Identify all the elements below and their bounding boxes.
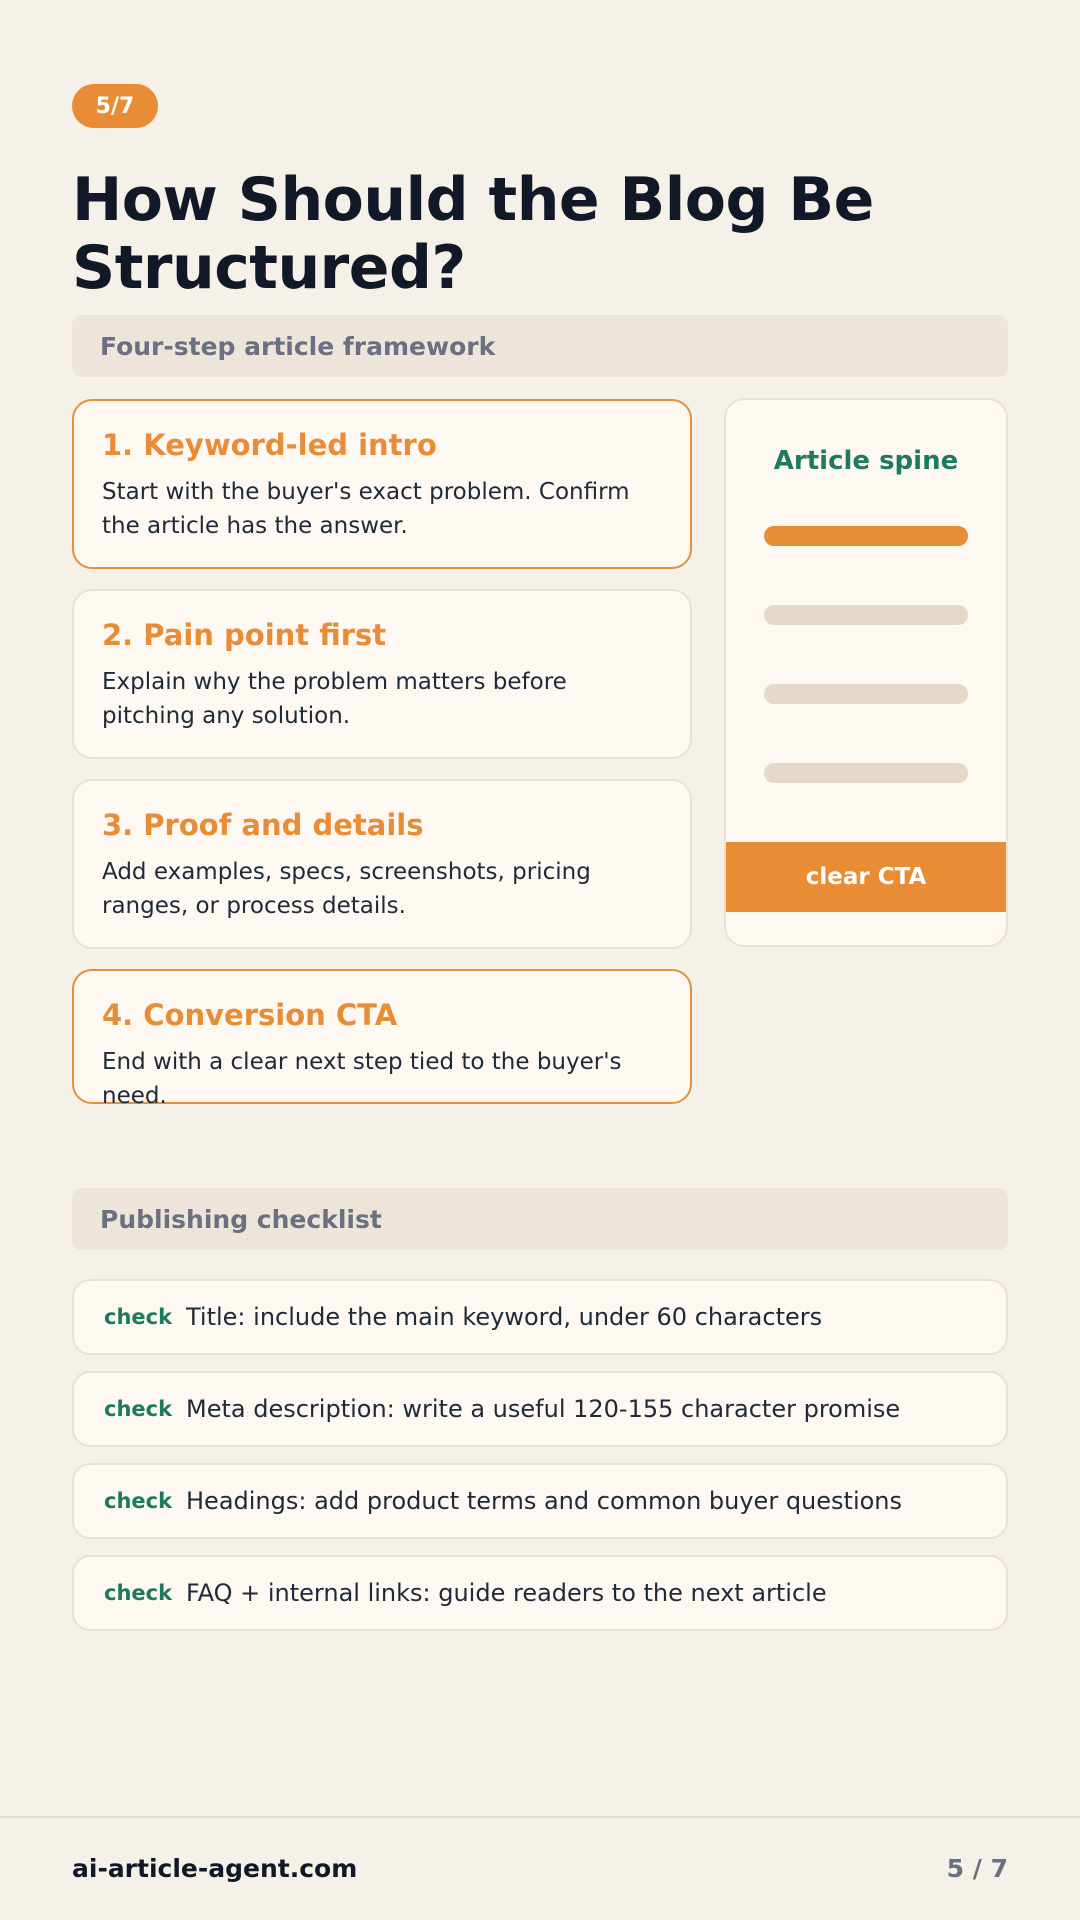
check-label: check [104,1397,173,1421]
checklist-heading: Publishing checklist [72,1188,1008,1250]
step-description: Explain why the problem matters before pitching any solution. [102,669,567,729]
step-description: Start with the buyer's exact problem. Confirm the article has the answer. [102,479,630,539]
page-badge: 5/7 [72,84,158,128]
framework-heading: Four-step article framework [72,315,1008,377]
spine-line-details [764,763,968,783]
checklist-item [72,1371,1008,1447]
step-card-2 [72,589,692,759]
step-card-4 [72,969,692,1109]
checklist-text: Title: include the main keyword, under 60 characters [186,1303,823,1331]
footer-divider [0,1816,1080,1818]
article-spine-card [724,398,1008,947]
step-card-1 [72,399,692,569]
check-label: check [104,1489,173,1513]
spine-line-proof [764,684,968,704]
step-card-3 [72,779,692,949]
step-description: End with a clear next step tied to the buyer's need. [102,1049,622,1109]
step-description: Add examples, specs, screenshots, pricing ranges, or process details. [102,859,591,919]
step-title: 3. Proof and details [102,808,424,842]
spine-cta-block: clear CTA [726,842,1006,912]
spine-title: Article spine [773,446,959,476]
step-title: 2. Pain point first [102,618,387,652]
step-title: 4. Conversion CTA [102,998,398,1032]
check-label: check [104,1581,173,1605]
spine-line-intro [764,526,968,546]
checklist-text: Headings: add product terms and common buyer questions [186,1487,903,1515]
checklist-item [72,1279,1008,1355]
page-title: How Should the Blog Be Structured? [72,165,874,303]
step-title: 1. Keyword-led intro [102,428,437,462]
spine-line-pain [764,605,968,625]
footer-page-number: 5 / 7 [946,1854,1008,1883]
checklist-text: Meta description: write a useful 120-155 character promise [186,1395,901,1423]
checklist-item [72,1463,1008,1539]
footer-site-name: ai-article-agent.com [72,1854,358,1883]
checklist-item [72,1555,1008,1631]
check-label: check [104,1305,173,1329]
checklist-text: FAQ + internal links: guide readers to the next article [186,1579,827,1607]
